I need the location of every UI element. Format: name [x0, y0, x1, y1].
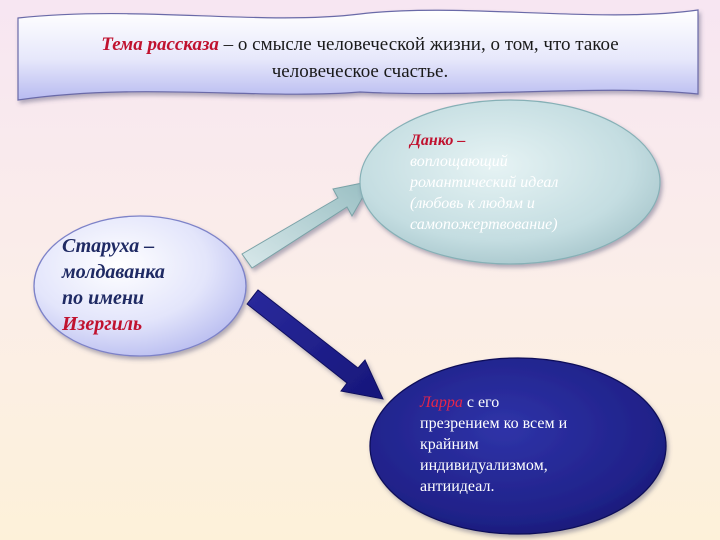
larra-text: [420, 392, 630, 497]
starukha-line-1: Старуха –: [62, 235, 155, 257]
arrow-to-larra: [247, 290, 383, 399]
starukha-text: [62, 233, 237, 337]
larra-line-3: крайним: [420, 436, 479, 453]
danko-text: [410, 130, 650, 235]
larra-line-4: индивидуализмом,: [420, 457, 548, 474]
topic-line-1: [28, 31, 692, 58]
danko-line-4: самопожертвование): [410, 216, 558, 233]
larra-line1-rest: с его: [462, 394, 500, 411]
danko-line-3: (любовь к людям и: [410, 195, 535, 212]
topic-line-2: человеческое счастье.: [271, 61, 449, 82]
topic-line1-rest: о смысле человеческой жизни, о том, что такое: [237, 34, 619, 55]
larra-line-5: антиидеал.: [420, 478, 495, 495]
danko-line-1: воплощающий: [410, 153, 508, 170]
larra-name: Ларра: [420, 394, 463, 411]
larra-line-2: презрением ко всем и: [420, 415, 568, 432]
starukha-name: Изергиль: [62, 313, 143, 335]
danko-heading: Данко –: [410, 132, 466, 149]
danko-line-2: романтический идеал: [410, 174, 559, 191]
topic-heading: Тема рассказа: [101, 34, 219, 55]
topic-text: [28, 31, 692, 85]
topic-dash: –: [218, 34, 238, 55]
starukha-line-3: по имени: [62, 287, 145, 309]
starukha-line-2: молдаванка: [62, 261, 165, 283]
larra-line-1: [420, 392, 630, 413]
arrow-to-danko: [242, 181, 372, 268]
